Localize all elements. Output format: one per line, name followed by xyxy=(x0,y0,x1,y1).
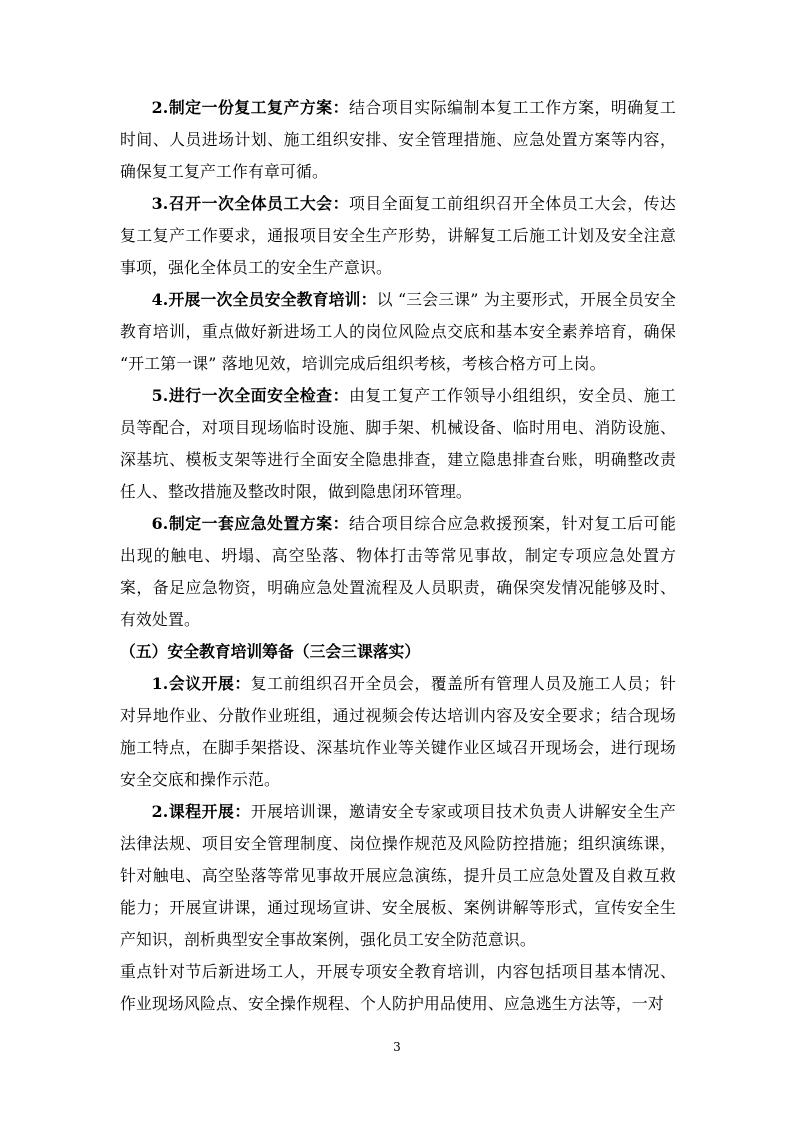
paragraph-lead: 3.召开一次全体员工大会： xyxy=(151,194,349,213)
page-number: 3 xyxy=(393,1040,401,1054)
paragraph-lead: 4.开展一次全员安全教育培训： xyxy=(151,290,377,309)
paragraph-meetings xyxy=(120,668,676,796)
paragraph-lead: 1.会议开展： xyxy=(151,674,251,693)
paragraph-emergency-plan xyxy=(120,508,676,636)
paragraph-safety-inspection xyxy=(120,380,676,508)
section-heading: （五）安全教育培训筹备（三会三课落实） xyxy=(120,642,421,661)
paragraph-text: 开展培训课，邀请安全专家或项目技术负责人讲解安全生产法律法规、项目安全管理制度、岗位操作规范及风险防控措施；组织演练课，针对触电、高空坠落等常见事故开展应急演练，提升员工应急处置及自救互救能力；开展宣讲课，通过现场宣讲、安全展板、案例讲解等形式，宣传安全生产知识，剖析典型安全事故案例，强化员工安全防范意识。 xyxy=(120,802,676,949)
paragraph-text: 由复工复产工作领导小组组织，安全员、施工员等配合，对项目现场临时设施、脚手架、机械设备、临时用电、消防设施、深基坑、模板支架等进行全面安全隐患排查，建立隐患排查台账，明确整改责任人、整改措施及整改时限，做到隐患闭环管理。 xyxy=(120,386,676,501)
paragraph-lead: 2.课程开展： xyxy=(151,802,251,821)
paragraph-text: 项目全面复工前组织召开全体员工大会，传达复工复产工作要求，通报项目安全生产形势，讲解复工后施工计划及安全注意事项，强化全体员工的安全生产意识。 xyxy=(120,194,676,277)
paragraph-staff-meeting xyxy=(120,188,676,284)
paragraph-text: 复工前组织召开全员会，覆盖所有管理人员及施工人员；针对异地作业、分散作业班组，通过视频会传达培训内容及安全要求；结合现场施工特点，在脚手架搭设、深基坑作业等关键作业区域召开现场会，进行现场安全交底和操作示范。 xyxy=(120,674,676,789)
paragraph-text: 结合项目实际编制本复工工作方案，明确复工时间、人员进场计划、施工组织安排、安全管理措施、应急处置方案等内容，确保复工复产工作有章可循。 xyxy=(120,98,676,181)
paragraph-new-workers: 重点针对节后新进场工人，开展专项安全教育培训，内容包括项目基本情况、作业现场风险点、安全操作规程、个人防护用品使用、应急逃生方法等，一对 xyxy=(120,962,676,1013)
paragraph-lead: 6.制定一套应急处置方案： xyxy=(151,514,349,533)
document-page xyxy=(120,92,676,1020)
paragraph-recovery-plan xyxy=(120,92,676,188)
paragraph-courses xyxy=(120,796,676,956)
paragraph-lead: 2.制定一份复工复产方案： xyxy=(151,98,349,117)
paragraph-text: 结合项目综合应急救援预案，针对复工后可能出现的触电、坍塌、高空坠落、物体打击等常见事故，制定专项应急处置方案，备足应急物资，明确应急处置流程及人员职责，确保突发情况能够及时、有效处置。 xyxy=(120,514,676,629)
paragraph-safety-training xyxy=(120,284,676,380)
paragraph-text: 以 “三会三课” 为主要形式，开展全员安全教育培训，重点做好新进场工人的岗位风险点交底和基本安全素养培育，确保 “开工第一课” 落地见效，培训完成后组织考核，考核合格方可上岗。 xyxy=(120,290,676,373)
paragraph-lead: 5.进行一次全面安全检查： xyxy=(151,386,349,405)
